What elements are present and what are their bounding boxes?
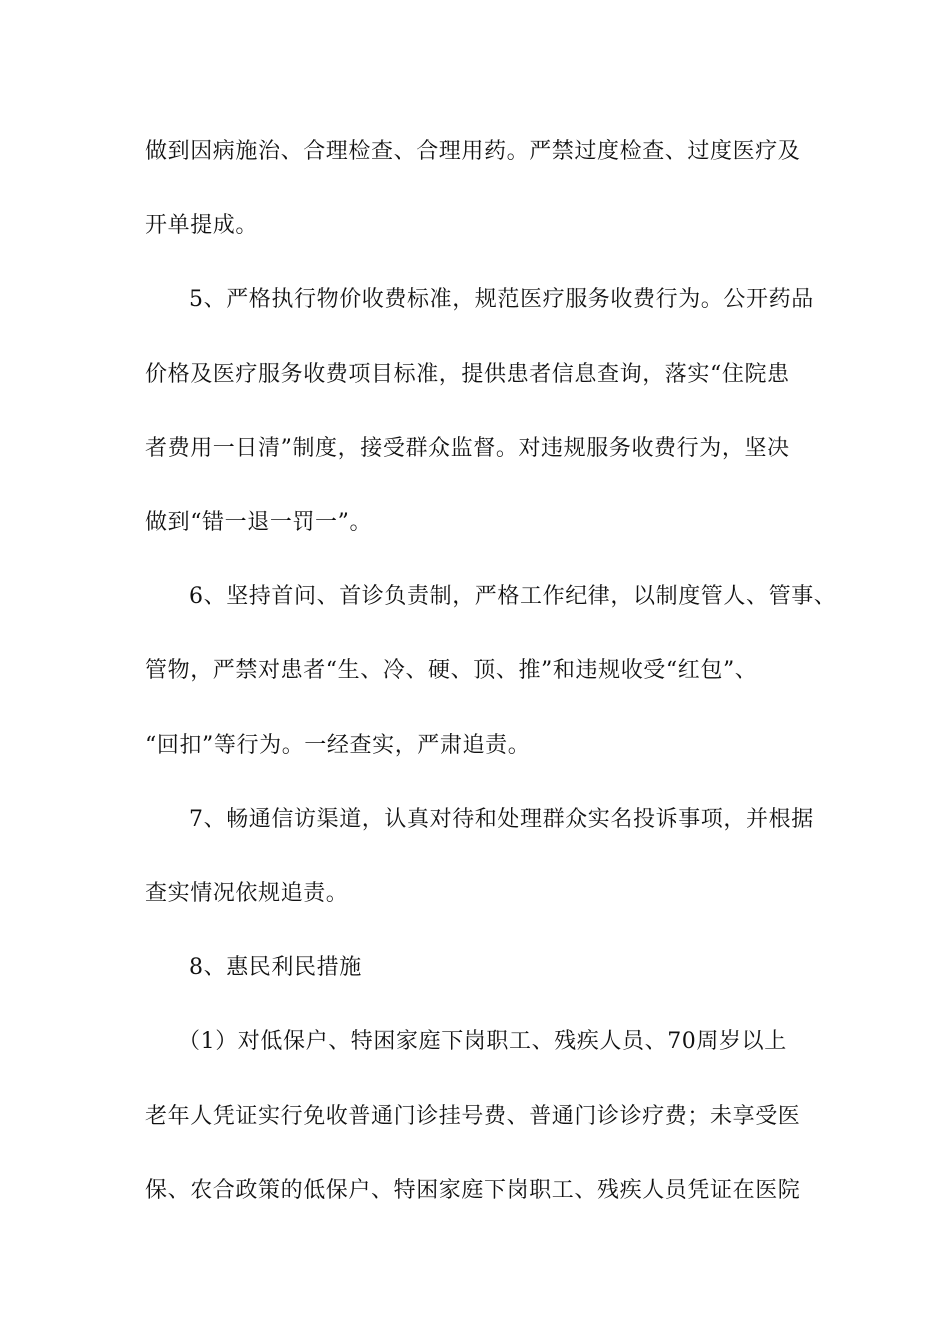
subitem-1-start: （1）对低保户、特困家庭下岗职工、残疾人员、70周岁以上: [178, 1029, 787, 1054]
paragraph-5-start: 5、严格执行物价收费标准，规范医疗服务收费行为。公开药品: [189, 287, 814, 312]
text-line: 查实情况依规追责。: [145, 881, 349, 906]
paragraph-6-start: 6、坚持首问、首诊负责制，严格工作纪律，以制度管人、管事、: [189, 584, 837, 609]
text-line: 管物，严禁对患者“生、冷、硬、顶、推”和违规收受“红包”、: [145, 658, 758, 683]
text-line: 做到因病施治、合理检查、合理用药。严禁过度检查、过度医疗及: [145, 139, 801, 164]
paragraph-7-start: 7、畅通信访渠道，认真对待和处理群众实名投诉事项，并根据: [189, 807, 814, 832]
text-line: 价格及医疗服务收费项目标准，提供患者信息查询，落实“住院患: [145, 362, 790, 387]
text-line: 保、农合政策的低保户、特困家庭下岗职工、残疾人员凭证在医院: [145, 1178, 801, 1203]
text-line: 者费用一日清”制度，接受群众监督。对违规服务收费行为，坚决: [145, 436, 790, 461]
text-line: 做到“错一退一罚一”。: [145, 510, 373, 535]
text-line: 开单提成。: [145, 213, 259, 238]
text-line: 老年人凭证实行免收普通门诊挂号费、普通门诊诊疗费；未享受医: [145, 1104, 801, 1129]
text-line: “回扣”等行为。一经查实，严肃追责。: [145, 733, 531, 758]
paragraph-8-heading: 8、惠民利民措施: [189, 955, 362, 980]
